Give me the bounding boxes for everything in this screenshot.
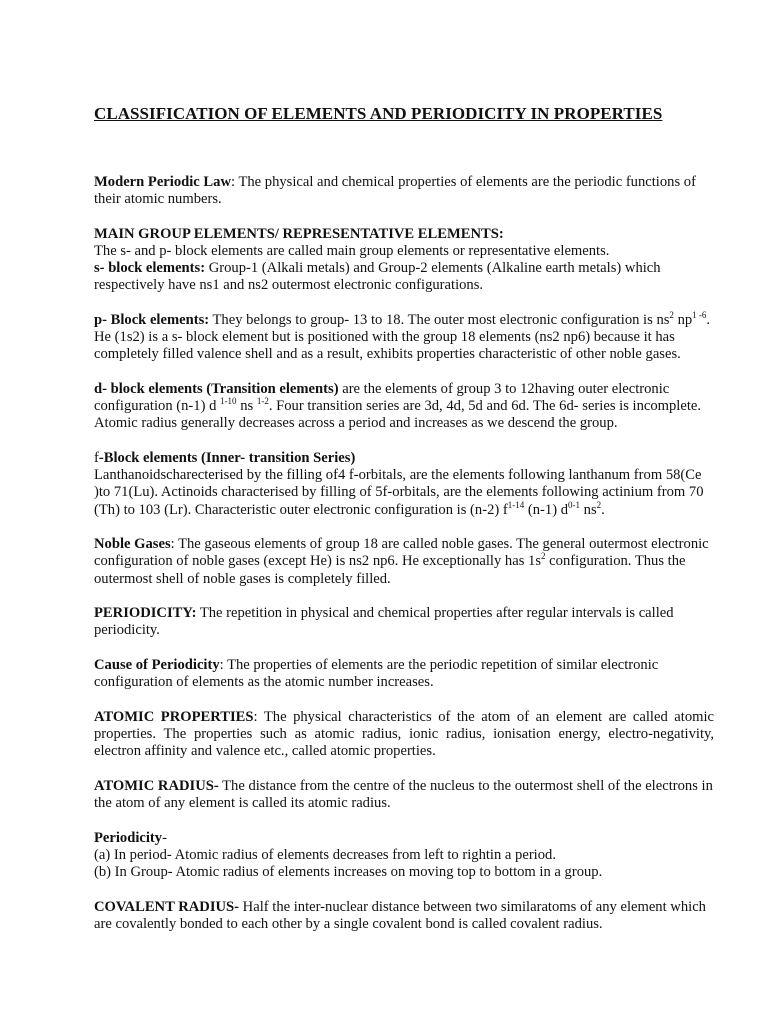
s-block-text: Group-1 (Alkali metals) and Group-2 elements (Alkaline earth metals) which respectively have ns1 and ns2 outermost electronic configurations.	[94, 260, 661, 294]
atomic-properties-paragraph	[94, 709, 714, 761]
atomic-properties-text: : The physical characteristics of the atom of an element are called atomic properties. The properties such as atomic radius, ionic radius, ionisation energy, electro-negativity, electron affinity and valence etc., called atomic properties.	[94, 708, 714, 760]
s-block-heading: s- block elements:	[94, 260, 206, 277]
modern-periodic-law-heading: Modern Periodic Law	[94, 174, 231, 190]
atomic-radius-heading: ATOMIC RADIUS-	[94, 777, 219, 794]
cause-of-periodicity-paragraph	[94, 657, 714, 691]
f-block-text-4: .	[601, 501, 605, 518]
d-block-heading: d- block elements (Transition elements)	[94, 381, 339, 397]
d-block-text-3: . Four transition series are 3d, 4d, 5d and 6d. The 6d- series is incomplete. Atomic radius generally decreases across a period and increases as we descend the group.	[94, 398, 702, 432]
periodicity-text: The repetition in physical and chemical properties after regular intervals is called periodicity.	[94, 605, 674, 639]
f-block-prefix: f	[94, 450, 99, 466]
document-title: CLASSIFICATION OF ELEMENTS AND PERIODICITY IN PROPERTIES	[94, 104, 663, 123]
p-block-paragraph	[94, 312, 714, 364]
cause-of-periodicity-text: : The properties of elements are the periodic repetition of similar electronic configuration of elements as the atomic number increases.	[94, 657, 659, 691]
d-block-paragraph	[94, 381, 714, 433]
p-block-text-3: . He (1s2) is a s- block element but is positioned with the group 18 elements (ns2 np6) because it has completely filled valence shell and as a result, exhibits properties characteristic of other noble gases.	[94, 312, 711, 363]
atomic-properties-heading: ATOMIC PROPERTIES	[94, 708, 254, 725]
p-block-heading: p- Block elements:	[94, 312, 210, 328]
periodicity-trend-paragraph	[94, 830, 714, 882]
f-block-sup-3: 2	[596, 499, 602, 510]
noble-gases-text-2: configuration. Thus the outermost shell of noble gases is completely filled.	[94, 553, 686, 587]
modern-periodic-law-paragraph	[94, 174, 714, 208]
periodicity-trend-item-a: (a) In period- Atomic radius of elements decreases from left to rightin a period.	[94, 846, 556, 863]
p-block-sup-1: 2	[669, 310, 674, 320]
f-block-text-3: ns	[580, 501, 597, 518]
periodicity-heading: PERIODICITY:	[94, 605, 197, 622]
noble-gases-sup-1: 2	[541, 551, 546, 562]
f-block-heading: -Block elements (Inner- transition Series)	[98, 450, 356, 466]
p-block-text-2: np	[673, 312, 693, 328]
covalent-radius-text: Half the inter-nuclear distance between two similaratoms of any element which are covalently bonded to each other by a single covalent bond is called covalent radius.	[94, 898, 706, 932]
cause-of-periodicity-heading: Cause of Periodicity	[94, 657, 220, 673]
f-block-sup-2: 0-1	[568, 499, 581, 510]
f-block-paragraph	[94, 450, 714, 519]
d-block-text-2: ns	[236, 398, 257, 415]
covalent-radius-paragraph	[94, 899, 714, 933]
modern-periodic-law-text: : The physical and chemical properties of elements are the periodic functions of their atomic numbers.	[94, 174, 696, 208]
noble-gases-text-1: : The gaseous elements of group 18 are called noble gases. The general outermost electronic configuration of noble gases (except He) is ns2 np6. He exceptionally has 1s	[94, 536, 709, 570]
f-block-text-2: (n-1) d	[524, 501, 569, 518]
noble-gases-heading: Noble Gases	[94, 536, 171, 553]
document-body	[94, 174, 714, 933]
noble-gases-paragraph	[94, 536, 714, 588]
p-block-sup-2: 1 -6	[692, 310, 707, 320]
d-block-text-1: are the elements of group 3 to 12having outer electronic configuration (n-1) d	[94, 381, 670, 415]
main-group-text: The s- and p- block elements are called main group elements or representative elements.	[94, 243, 610, 259]
p-block-text-1: They belongs to group- 13 to 18. The outer most electronic configuration is ns	[209, 312, 670, 328]
f-block-text-1: Lanthanoidscharecterised by the filling of4 f-orbitals, are the elements following lanthanum from 58(Ce )to 71(Lu). Actinoids characterised by filling of 5f-orbitals, are the elements following actinium from 70 (Th) to 103 (Lr). Characteristic outer electronic configuration is (n-2) f	[94, 467, 704, 518]
periodicity-trend-item-b: (b) In Group- Atomic radius of elements increases on moving top to bottom in a group.	[94, 864, 603, 880]
atomic-radius-paragraph	[94, 778, 714, 812]
periodicity-trend-dash: -	[162, 829, 167, 846]
covalent-radius-heading: COVALENT RADIUS-	[94, 898, 240, 915]
atomic-radius-text: The distance from the centre of the nucleus to the outermost shell of the electrons in the atom of any element is called its atomic radius.	[94, 777, 713, 811]
main-group-paragraph	[94, 226, 714, 295]
periodicity-paragraph	[94, 605, 714, 639]
d-block-sup-1: 1-10	[220, 396, 237, 407]
f-block-sup-1: 1-14	[507, 499, 525, 510]
main-group-heading: MAIN GROUP ELEMENTS/ REPRESENTATIVE ELEMENTS:	[94, 225, 504, 242]
periodicity-trend-heading: Periodicity	[94, 829, 163, 846]
d-block-sup-2: 1-2	[256, 396, 269, 407]
